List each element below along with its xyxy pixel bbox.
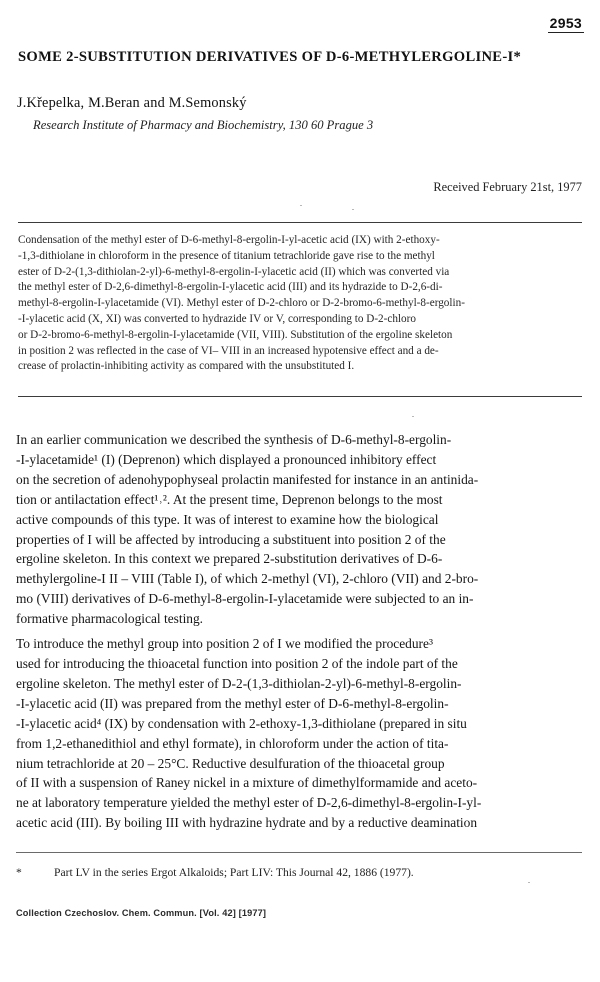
body-line: -I-ylacetamide¹ (I) (Deprenon) which displayed a pronounced inhibitory effect — [16, 451, 437, 467]
abstract-line: -I-ylacetic acid (X, XI) was converted to hydrazide IV or V, corresponding to D-2-chloro — [18, 312, 416, 325]
body-line: nium tetrachloride at 20 – 25°C. Reductive desulfuration of the thioacetal group — [16, 755, 445, 771]
footnote-rule — [16, 852, 582, 853]
article-body — [16, 430, 586, 838]
abstract-line: in position 2 was reflected in the case of VI– VIII in an increased hypotensive effect and a de- — [18, 344, 439, 357]
page-number: 2953 — [549, 15, 582, 31]
body-line: ergoline skeleton. The methyl ester of D-2-(1,3-dithiolan-2-yl)-6-methyl-8-ergolin- — [16, 675, 462, 691]
abstract-line: methyl-8-ergolin-I-ylacetamide (VI). Methyl ester of D-2-chloro or D-2-bromo-6-methyl-8-ergolin- — [18, 297, 465, 310]
body-line: tion or antilactation effect¹˒². At the present time, Deprenon belongs to the most — [16, 491, 443, 507]
body-line: on the secretion of adenohypophyseal prolactin manifested for instance in an antinida- — [16, 471, 479, 487]
body-paragraph — [16, 634, 586, 833]
footnote-mark: * — [16, 866, 22, 879]
author-affiliation: Research Institute of Pharmacy and Biochemistry, 130 60 Prague 3 — [33, 118, 374, 132]
abstract-line: ester of D-2-(1,3-dithiolan-2-yl)-6-methyl-8-ergolin-I-ylacetic acid (II) which was converted via — [18, 265, 450, 278]
abstract-top-rule — [18, 222, 582, 223]
body-line: used for introducing the thioacetal function into position 2 of the indole part of the — [16, 655, 458, 671]
scan-speck — [412, 416, 414, 417]
body-line: To introduce the methyl group into position 2 of I we modified the procedure³ — [16, 636, 433, 652]
abstract-line: -1,3-dithiolane in chloroform in the presence of titanium tetrachloride gave rise to the methyl — [18, 249, 435, 262]
abstract-line: Condensation of the methyl ester of D-6-methyl-8-ergolin-I-yl-acetic acid (IX) with 2-ethoxy- — [18, 234, 440, 246]
footnote — [16, 866, 414, 879]
body-line: acetic acid (III). By boiling III with hydrazine hydrate and by a reductive deamination — [16, 815, 478, 831]
author-list: J.Křepelka, M.Beran and M.Semonský — [17, 95, 247, 111]
body-line: of II with a suspension of Raney nickel in a mixture of dimethylformamide and aceto- — [16, 775, 478, 791]
body-line: -I-ylacetic acid⁴ (IX) by condensation with 2-ethoxy-1,3-dithiolane (prepared in situ — [16, 715, 467, 731]
body-line: active compounds of this type. It was of interest to examine how the biological — [16, 511, 439, 527]
article-title: SOME 2-SUBSTITUTION DERIVATIVES OF D-6-METHYLERGOLINE-I* — [18, 49, 522, 65]
abstract-line: or D-2-bromo-6-methyl-8-ergolin-I-ylacetamide (VII, VIII). Substitution of the ergoline skeleton — [18, 328, 453, 341]
body-line: ne at laboratory temperature yielded the methyl ester of D-2,6-dimethyl-8-ergolin-I-yl- — [16, 795, 482, 811]
body-line: mo (VIII) derivatives of D-6-methyl-8-ergolin-I-ylacetamide were subjected to an in- — [16, 591, 474, 607]
body-line: formative pharmacological testing. — [16, 611, 204, 627]
footnote-text: Part LV in the series Ergot Alkaloids; Part LIV: This Journal 42, 1886 (1977). — [54, 866, 414, 879]
scan-speck — [352, 209, 354, 210]
body-line: methylergoline-I II – VIII (Table I), of which 2-methyl (VI), 2-chloro (VII) and 2-bro- — [16, 571, 479, 587]
body-line: In an earlier communication we described the synthesis of D-6-methyl-8-ergolin- — [16, 432, 452, 447]
body-line: from 1,2-ethanedithiol and ethyl formate), in chloroform under the action of tita- — [16, 735, 449, 751]
body-line: properties of I will be affected by introducing a substituent into position 2 of the — [16, 531, 446, 547]
body-line: ergoline skeleton. In this context we prepared 2-substitution derivatives of D-6- — [16, 551, 443, 567]
scan-speck — [300, 205, 302, 206]
journal-footer: Collection Czechoslov. Chem. Commun. [Vol. 42] [1977] — [16, 908, 267, 918]
body-paragraph — [16, 430, 586, 629]
body-line: -I-ylacetic acid (II) was prepared from the methyl ester of D-6-methyl-8-ergolin- — [16, 695, 449, 711]
received-date: Received February 21st, 1977 — [433, 180, 582, 194]
abstract — [18, 233, 582, 375]
abstract-bottom-rule — [18, 396, 582, 397]
abstract-line: the methyl ester of D-2,6-dimethyl-8-ergolin-I-ylacetic acid (III) and its hydrazide to D-2,6-di- — [18, 281, 443, 294]
abstract-line: crease of prolactin-inhibiting activity as compared with the unsubstituted I. — [18, 360, 355, 373]
scan-speck — [528, 882, 530, 883]
